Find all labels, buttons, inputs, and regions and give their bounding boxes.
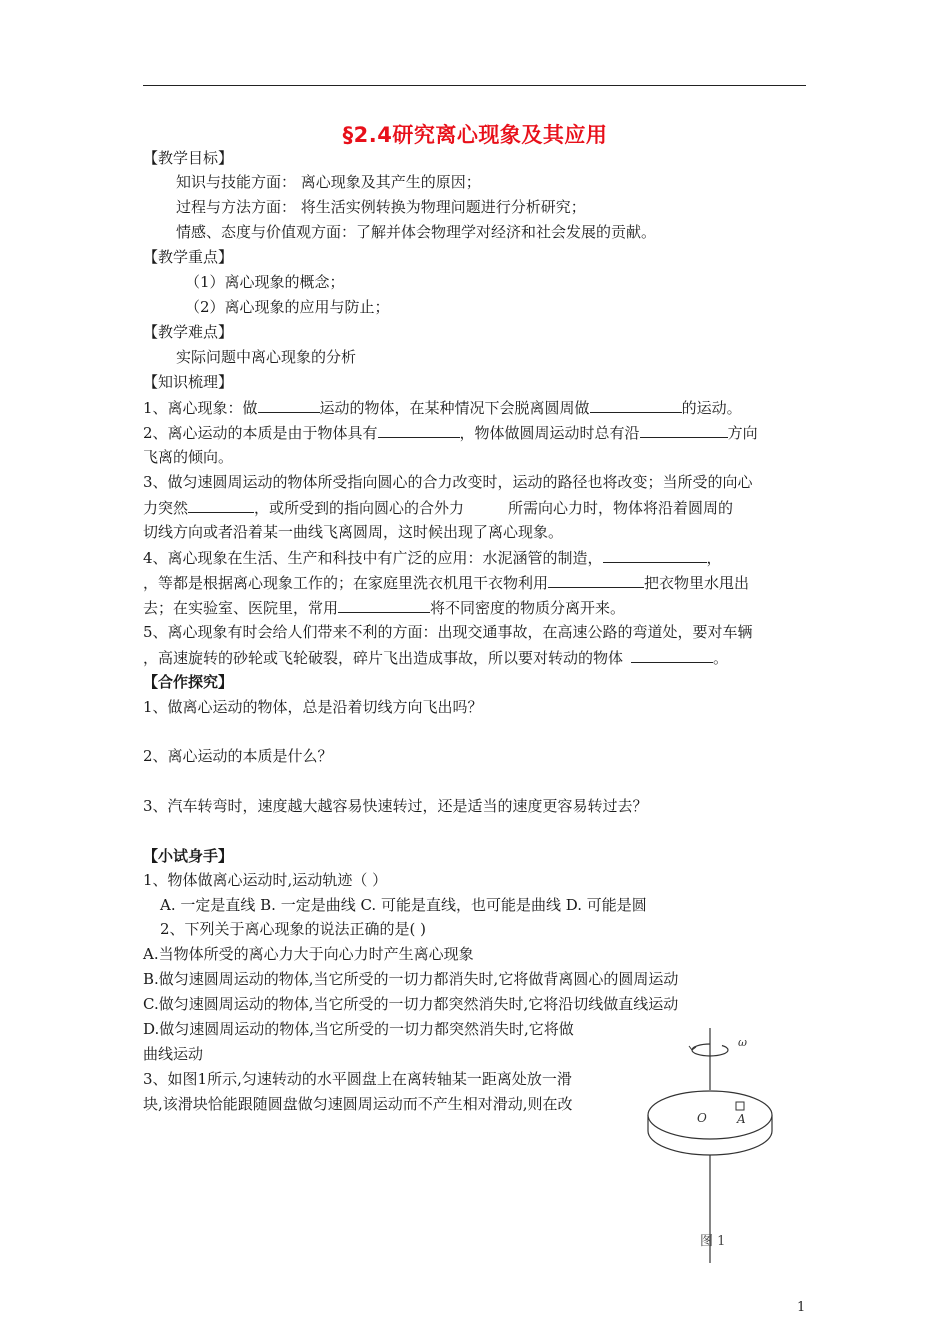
fill-blank[interactable] xyxy=(378,422,460,438)
header-rule xyxy=(143,85,806,86)
block-label-a: A xyxy=(737,1112,746,1126)
option-a: A.当物体所受的离心力大于向心力时产生离心现象 xyxy=(143,945,474,963)
inquiry-question-3: 3、汽车转弯时，速度越大越容易快速转过，还是适当的速度更容易转过去？ xyxy=(143,797,648,815)
knowledge-item-4-end: 去；在实验室、医院里，常用 将不同密度的物质分离开来。 xyxy=(143,599,626,617)
knowledge-item-1: 1、离心现象：做 运动的物体，在某种情况下会脱离圆周做 的运动。 xyxy=(143,399,742,417)
page-number: 1 xyxy=(797,1300,806,1315)
fill-blank[interactable] xyxy=(188,497,254,513)
option-b: B.做匀速圆周运动的物体,当它所受的一切力都消失时,它将做背离圆心的圆周运动 xyxy=(143,970,679,988)
fill-blank[interactable] xyxy=(338,597,430,613)
fill-blank[interactable] xyxy=(640,422,728,438)
section-knowledge-review: 【知识梳理】 xyxy=(143,373,234,391)
difficulty-1: 实际问题中离心现象的分析 xyxy=(176,348,357,366)
section-teaching-goals: 【教学目标】 xyxy=(143,149,234,167)
section-key-points: 【教学重点】 xyxy=(143,248,234,266)
practice-question-1-options: A. 一定是直线 B. 一定是曲线 C. 可能是直线，也可能是曲线 D. 可能是圆 xyxy=(160,896,647,914)
omega-label: ω xyxy=(738,1036,747,1049)
knowledge-item-4-cont: ，等都是根据离心现象工作的；在家庭里洗衣机甩干衣物利用 把衣物里水甩出 xyxy=(143,574,750,592)
rotating-disc-figure xyxy=(640,1028,790,1263)
fill-blank[interactable] xyxy=(590,397,682,413)
section-practice: 【小试身手】 xyxy=(143,847,234,865)
center-label-o: O xyxy=(697,1111,707,1125)
practice-question-3: 3、如图1所示,匀速转动的水平圆盘上在离转轴某一距离处放一滑 xyxy=(143,1070,572,1088)
key-point-1: （1）离心现象的概念； xyxy=(185,273,345,291)
fill-blank[interactable] xyxy=(631,647,713,663)
inquiry-question-1: 1、做离心运动的物体，总是沿着切线方向飞出吗？ xyxy=(143,698,483,716)
goal-knowledge: 知识与技能方面： 离心现象及其产生的原因； xyxy=(176,173,481,191)
fill-blank[interactable] xyxy=(603,547,707,563)
knowledge-item-3-cont: 力突然 ，或所受到的指向圆心的合外力 所需向心力时，物体将沿着圆周的 xyxy=(143,499,734,517)
knowledge-item-2: 2、离心运动的本质是由于物体具有 ，物体做圆周运动时总有沿 方向 xyxy=(143,424,758,442)
practice-question-1: 1、物体做离心运动时,运动轨迹（ ） xyxy=(143,871,388,889)
knowledge-item-2-cont: 飞离的倾向。 xyxy=(143,448,234,466)
option-d-cont: 曲线运动 xyxy=(143,1045,204,1063)
knowledge-item-5: 5、离心现象有时会给人们带来不利的方面：出现交通事故，在高速公路的弯道处，要对车辆 xyxy=(143,623,753,641)
fill-blank[interactable] xyxy=(548,572,644,588)
section-cooperative-inquiry: 【合作探究】 xyxy=(143,673,234,691)
inquiry-question-2: 2、离心运动的本质是什么？ xyxy=(143,747,333,765)
page-title: §2.4研究离心现象及其应用 xyxy=(342,123,608,147)
knowledge-item-4: 4、离心现象在生活、生产和科技中有广泛的应用：水泥涵管的制造， ， xyxy=(143,549,722,567)
option-d: D.做匀速圆周运动的物体,当它所受的一切力都突然消失时,它将做 xyxy=(143,1020,574,1038)
goal-process: 过程与方法方面： 将生活实例转换为物理问题进行分析研究； xyxy=(176,198,586,216)
knowledge-item-3-end: 切线方向或者沿着某一曲线飞离圆周，这时候出现了离心现象。 xyxy=(143,523,564,541)
practice-question-2: 2、下列关于离心现象的说法正确的是( ) xyxy=(160,920,427,938)
knowledge-item-5-cont: ，高速旋转的砂轮或飞轮破裂，碎片飞出造成事故，所以要对转动的物体 。 xyxy=(143,649,729,667)
goal-attitude: 情感、态度与价值观方面：了解并体会物理学对经济和社会发展的贡献。 xyxy=(176,223,657,241)
knowledge-item-3: 3、做匀速圆周运动的物体所受指向圆心的合力改变时，运动的路径也将改变；当所受的向心 xyxy=(143,473,753,491)
section-difficulties: 【教学难点】 xyxy=(143,323,234,341)
slider-block xyxy=(736,1102,744,1110)
practice-question-3-cont: 块,该滑块恰能跟随圆盘做匀速圆周运动而不产生相对滑动,则在改 xyxy=(143,1095,573,1113)
fill-blank[interactable] xyxy=(258,397,320,413)
disc-top xyxy=(648,1091,772,1139)
key-point-2: （2）离心现象的应用与防止； xyxy=(185,298,390,316)
option-c: C.做匀速圆周运动的物体,当它所受的一切力都突然消失时,它将沿切线做直线运动 xyxy=(143,995,679,1013)
figure-caption: 图 1 xyxy=(700,1234,726,1249)
